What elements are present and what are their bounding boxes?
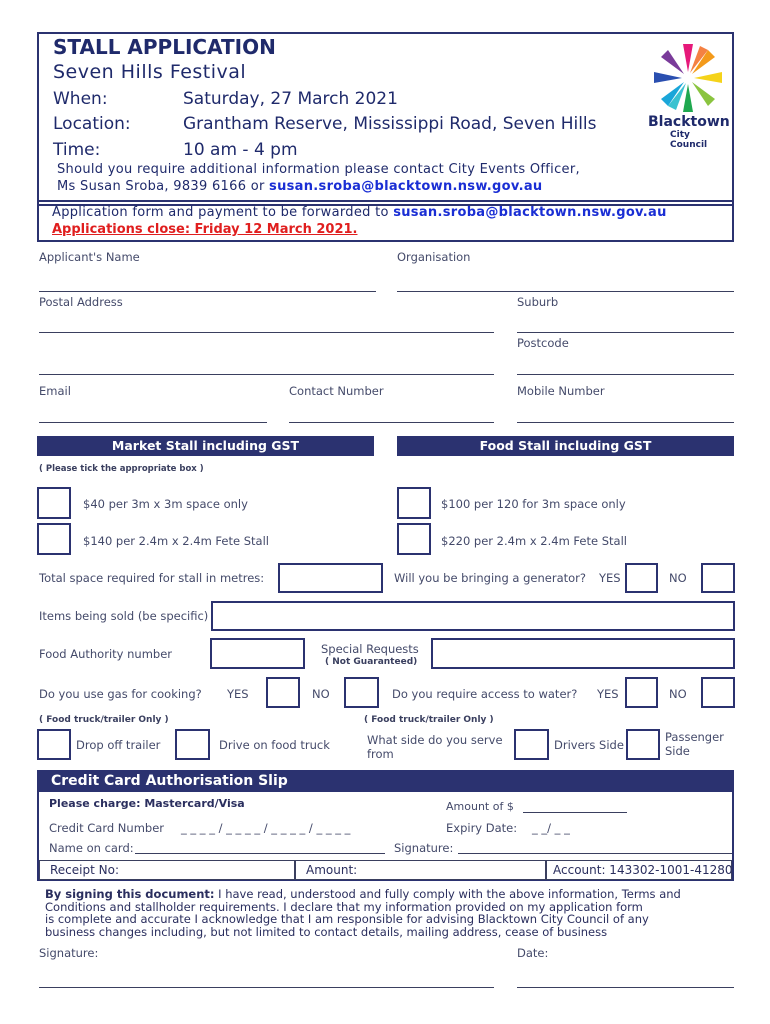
contact-number-label: Contact Number — [289, 384, 384, 398]
email-field[interactable] — [39, 422, 267, 423]
declaration-line-3: is complete and accurate I acknowledge that I am responsible for advising Blacktown City Council of any — [45, 912, 649, 926]
food-authority-input[interactable] — [210, 638, 305, 669]
food-truck-note-left: ( Food truck/trailer Only ) — [39, 715, 169, 725]
market-opt1-label: $40 per 3m x 3m space only — [83, 497, 248, 511]
declaration-lead: By signing this document: — [45, 887, 215, 901]
account-cell: Account: 143302-1001-41280 — [546, 860, 732, 880]
gas-yes-checkbox[interactable] — [266, 677, 300, 708]
email-label: Email — [39, 384, 71, 398]
declaration-line-4: business changes including, but not limited to contact details, mailing address, cease of business — [45, 924, 608, 939]
applicant-name-label: Applicant's Name — [39, 250, 140, 264]
gas-no-label: NO — [312, 687, 330, 701]
total-space-input[interactable] — [278, 563, 383, 593]
water-access-label: Do you require access to water? — [392, 687, 578, 701]
food-opt2-label: $220 per 2.4m x 2.4m Fete Stall — [441, 534, 627, 548]
location-label: Location: — [53, 114, 131, 134]
expiry-field[interactable]: _ _/ _ _ — [532, 821, 570, 835]
mobile-number-field[interactable] — [517, 422, 734, 423]
suburb-field[interactable] — [517, 332, 734, 333]
drive-on-label: Drive on food truck — [219, 738, 330, 752]
generator-no-label: NO — [669, 571, 687, 585]
form-title: STALL APPLICATION — [53, 35, 276, 59]
name-on-card-field[interactable] — [135, 853, 385, 854]
declaration-line-2: Conditions and stallholder requirements. I declare that my information provided on my application form — [45, 899, 643, 914]
food-opt2-checkbox[interactable] — [397, 523, 431, 555]
when-label: When: — [53, 89, 108, 109]
generator-no-checkbox[interactable] — [701, 563, 735, 593]
forward-text: Application form and payment to be forwarded to — [52, 205, 394, 220]
food-authority-label: Food Authority number — [39, 647, 172, 661]
organisation-label: Organisation — [397, 250, 471, 264]
drop-off-checkbox[interactable] — [37, 729, 71, 760]
star-burst-icon — [648, 40, 728, 115]
gas-yes-label: YES — [227, 687, 249, 701]
drive-on-checkbox[interactable] — [175, 729, 210, 760]
suburb-label: Suburb — [517, 295, 559, 309]
contact-number-field[interactable] — [289, 422, 494, 423]
special-requests-input[interactable] — [431, 638, 735, 669]
serve-side-checkbox-a[interactable] — [514, 729, 549, 760]
location-value: Grantham Reserve, Mississippi Road, Seven Hills — [183, 114, 597, 134]
time-value: 10 am - 4 pm — [183, 140, 298, 160]
contact-line-1: Should you require additional information please contact City Events Officer, — [57, 162, 580, 177]
declaration — [45, 888, 681, 938]
applications-close: Applications close: Friday 12 March 2021. — [52, 222, 358, 237]
declaration-line-1-text: I have read, understood and fully comply with the above information, Terms and — [214, 887, 681, 901]
tick-note: ( Please tick the appropriate box ) — [39, 464, 204, 474]
amount-of-field[interactable] — [523, 812, 627, 813]
organisation-field[interactable] — [397, 291, 734, 292]
items-sold-input[interactable] — [211, 601, 735, 631]
water-yes-checkbox[interactable] — [625, 677, 658, 708]
food-truck-note-right: ( Food truck/trailer Only ) — [364, 715, 494, 725]
market-opt2-label: $140 per 2.4m x 2.4m Fete Stall — [83, 534, 269, 548]
when-value: Saturday, 27 March 2021 — [183, 89, 398, 109]
event-name: Seven Hills Festival — [53, 61, 247, 83]
signature-label: Signature: — [39, 946, 99, 960]
generator-yes-label: YES — [599, 571, 621, 585]
forward-line — [52, 205, 667, 220]
contact-text: Ms Susan Sroba, 9839 6166 or — [57, 179, 270, 194]
generator-yes-checkbox[interactable] — [625, 563, 658, 593]
gas-no-checkbox[interactable] — [344, 677, 379, 708]
market-opt2-checkbox[interactable] — [37, 523, 71, 555]
water-no-label: NO — [669, 687, 687, 701]
total-space-label: Total space required for stall in metres: — [39, 571, 265, 585]
market-stall-header: Market Stall including GST — [37, 436, 374, 456]
not-guaranteed-label: ( Not Guaranteed) — [325, 657, 418, 667]
logo-sub: City Council — [670, 130, 708, 150]
date-label: Date: — [517, 946, 549, 960]
drivers-side-checkbox[interactable] — [626, 729, 660, 760]
serve-side-label: What side do you serve from — [367, 733, 503, 761]
blacktown-logo — [648, 40, 730, 150]
charge-label: Please charge: Mastercard/Visa — [49, 797, 245, 810]
contact-line-2 — [57, 179, 542, 194]
water-no-checkbox[interactable] — [701, 677, 735, 708]
card-number-label: Credit Card Number — [49, 821, 164, 835]
card-signature-label: Signature: — [394, 841, 454, 855]
postcode-label: Postcode — [517, 336, 569, 350]
declaration-line-1 — [45, 888, 681, 901]
mobile-number-label: Mobile Number — [517, 384, 605, 398]
amount-of-label: Amount of $ — [446, 800, 514, 813]
logo-name: Blacktown — [648, 114, 730, 130]
food-opt1-label: $100 per 120 for 3m space only — [441, 497, 626, 511]
postal-address-field-2[interactable] — [39, 374, 494, 375]
items-sold-label: Items being sold (be specific) — [39, 609, 209, 623]
postal-address-label: Postal Address — [39, 295, 123, 309]
drivers-side-label: Drivers Side — [554, 738, 624, 752]
date-field[interactable] — [517, 987, 734, 988]
food-stall-header: Food Stall including GST — [397, 436, 734, 456]
postcode-field[interactable] — [517, 374, 734, 375]
drop-off-label: Drop off trailer — [76, 738, 161, 752]
applicant-name-field[interactable] — [39, 291, 376, 292]
contact-email-link[interactable]: susan.sroba@blacktown.nsw.gov.au — [269, 179, 543, 194]
time-label: Time: — [53, 140, 101, 160]
food-opt1-checkbox[interactable] — [397, 487, 431, 519]
market-opt1-checkbox[interactable] — [37, 487, 71, 519]
receipt-no-cell: Receipt No: — [39, 860, 295, 880]
passenger-side-label: Passenger Side — [665, 730, 724, 758]
name-on-card-label: Name on card: — [49, 841, 134, 855]
generator-label: Will you be bringing a generator? — [394, 571, 587, 585]
special-requests-label: Special Requests — [321, 642, 419, 656]
card-number-field[interactable]: _ _ _ _ / _ _ _ _ / _ _ _ _ / _ _ _ _ — [181, 821, 351, 835]
credit-card-title: Credit Card Authorisation Slip — [37, 770, 734, 792]
expiry-label: Expiry Date: — [446, 821, 518, 835]
water-yes-label: YES — [597, 687, 619, 701]
postal-address-field[interactable] — [39, 332, 494, 333]
gas-cooking-label: Do you use gas for cooking? — [39, 687, 202, 701]
signature-field[interactable] — [39, 987, 494, 988]
amount-cell: Amount: — [295, 860, 546, 880]
forward-email-link[interactable]: susan.sroba@blacktown.nsw.gov.au — [393, 205, 667, 220]
card-signature-field[interactable] — [458, 853, 732, 854]
